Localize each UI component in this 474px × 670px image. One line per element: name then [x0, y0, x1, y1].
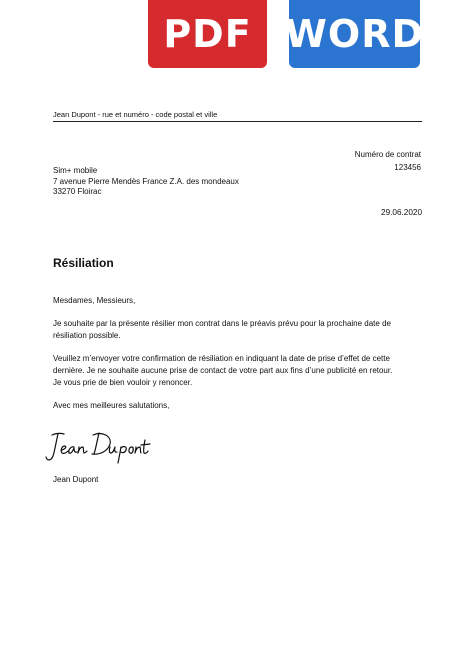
word-download-button[interactable]: [284, 0, 425, 68]
contract-number-value: 123456: [394, 163, 421, 172]
contract-number-label: Numéro de contrat: [354, 150, 421, 159]
paragraph-1: Je souhaite par la présente résilier mon contrat dans le préavis prévu pour la prochaine date de résiliation possible.: [53, 319, 391, 340]
letter-subject: Résiliation: [53, 256, 114, 270]
contract-reference: [355, 148, 421, 174]
signer-name: Jean Dupont: [53, 475, 99, 484]
letter-body: [53, 295, 393, 423]
recipient-city: 33270 Floirac: [53, 187, 102, 196]
salutation: Mesdames, Messieurs,: [53, 296, 136, 305]
signature-text: Jean Dupont: [44, 415, 135, 432]
sender-address-line: Jean Dupont - rue et numéro - code postal et ville: [53, 110, 422, 122]
recipient-name: Sim+ mobile: [53, 166, 98, 175]
pdf-download-button[interactable]: [148, 0, 267, 68]
recipient-address: [53, 166, 239, 198]
word-button-label: WORD: [284, 12, 425, 56]
letter-date: 29.06.2020: [381, 208, 422, 217]
pdf-button-label: PDF: [163, 12, 252, 56]
handwritten-signature: [44, 415, 154, 466]
paragraph-2: Veuillez m’envoyer votre confirmation de résiliation en indiquant la date de prise d’effet de cette dernière. Je ne souhaite aucune prise de contact de votre part aux fins d’une publicité en retour. Je vous prie de bien vouloir y renoncer.: [53, 354, 393, 387]
recipient-street: 7 avenue Pierre Mendès France Z.A. des mondeaux: [53, 176, 239, 186]
closing: Avec mes meilleures salutations,: [53, 401, 170, 410]
